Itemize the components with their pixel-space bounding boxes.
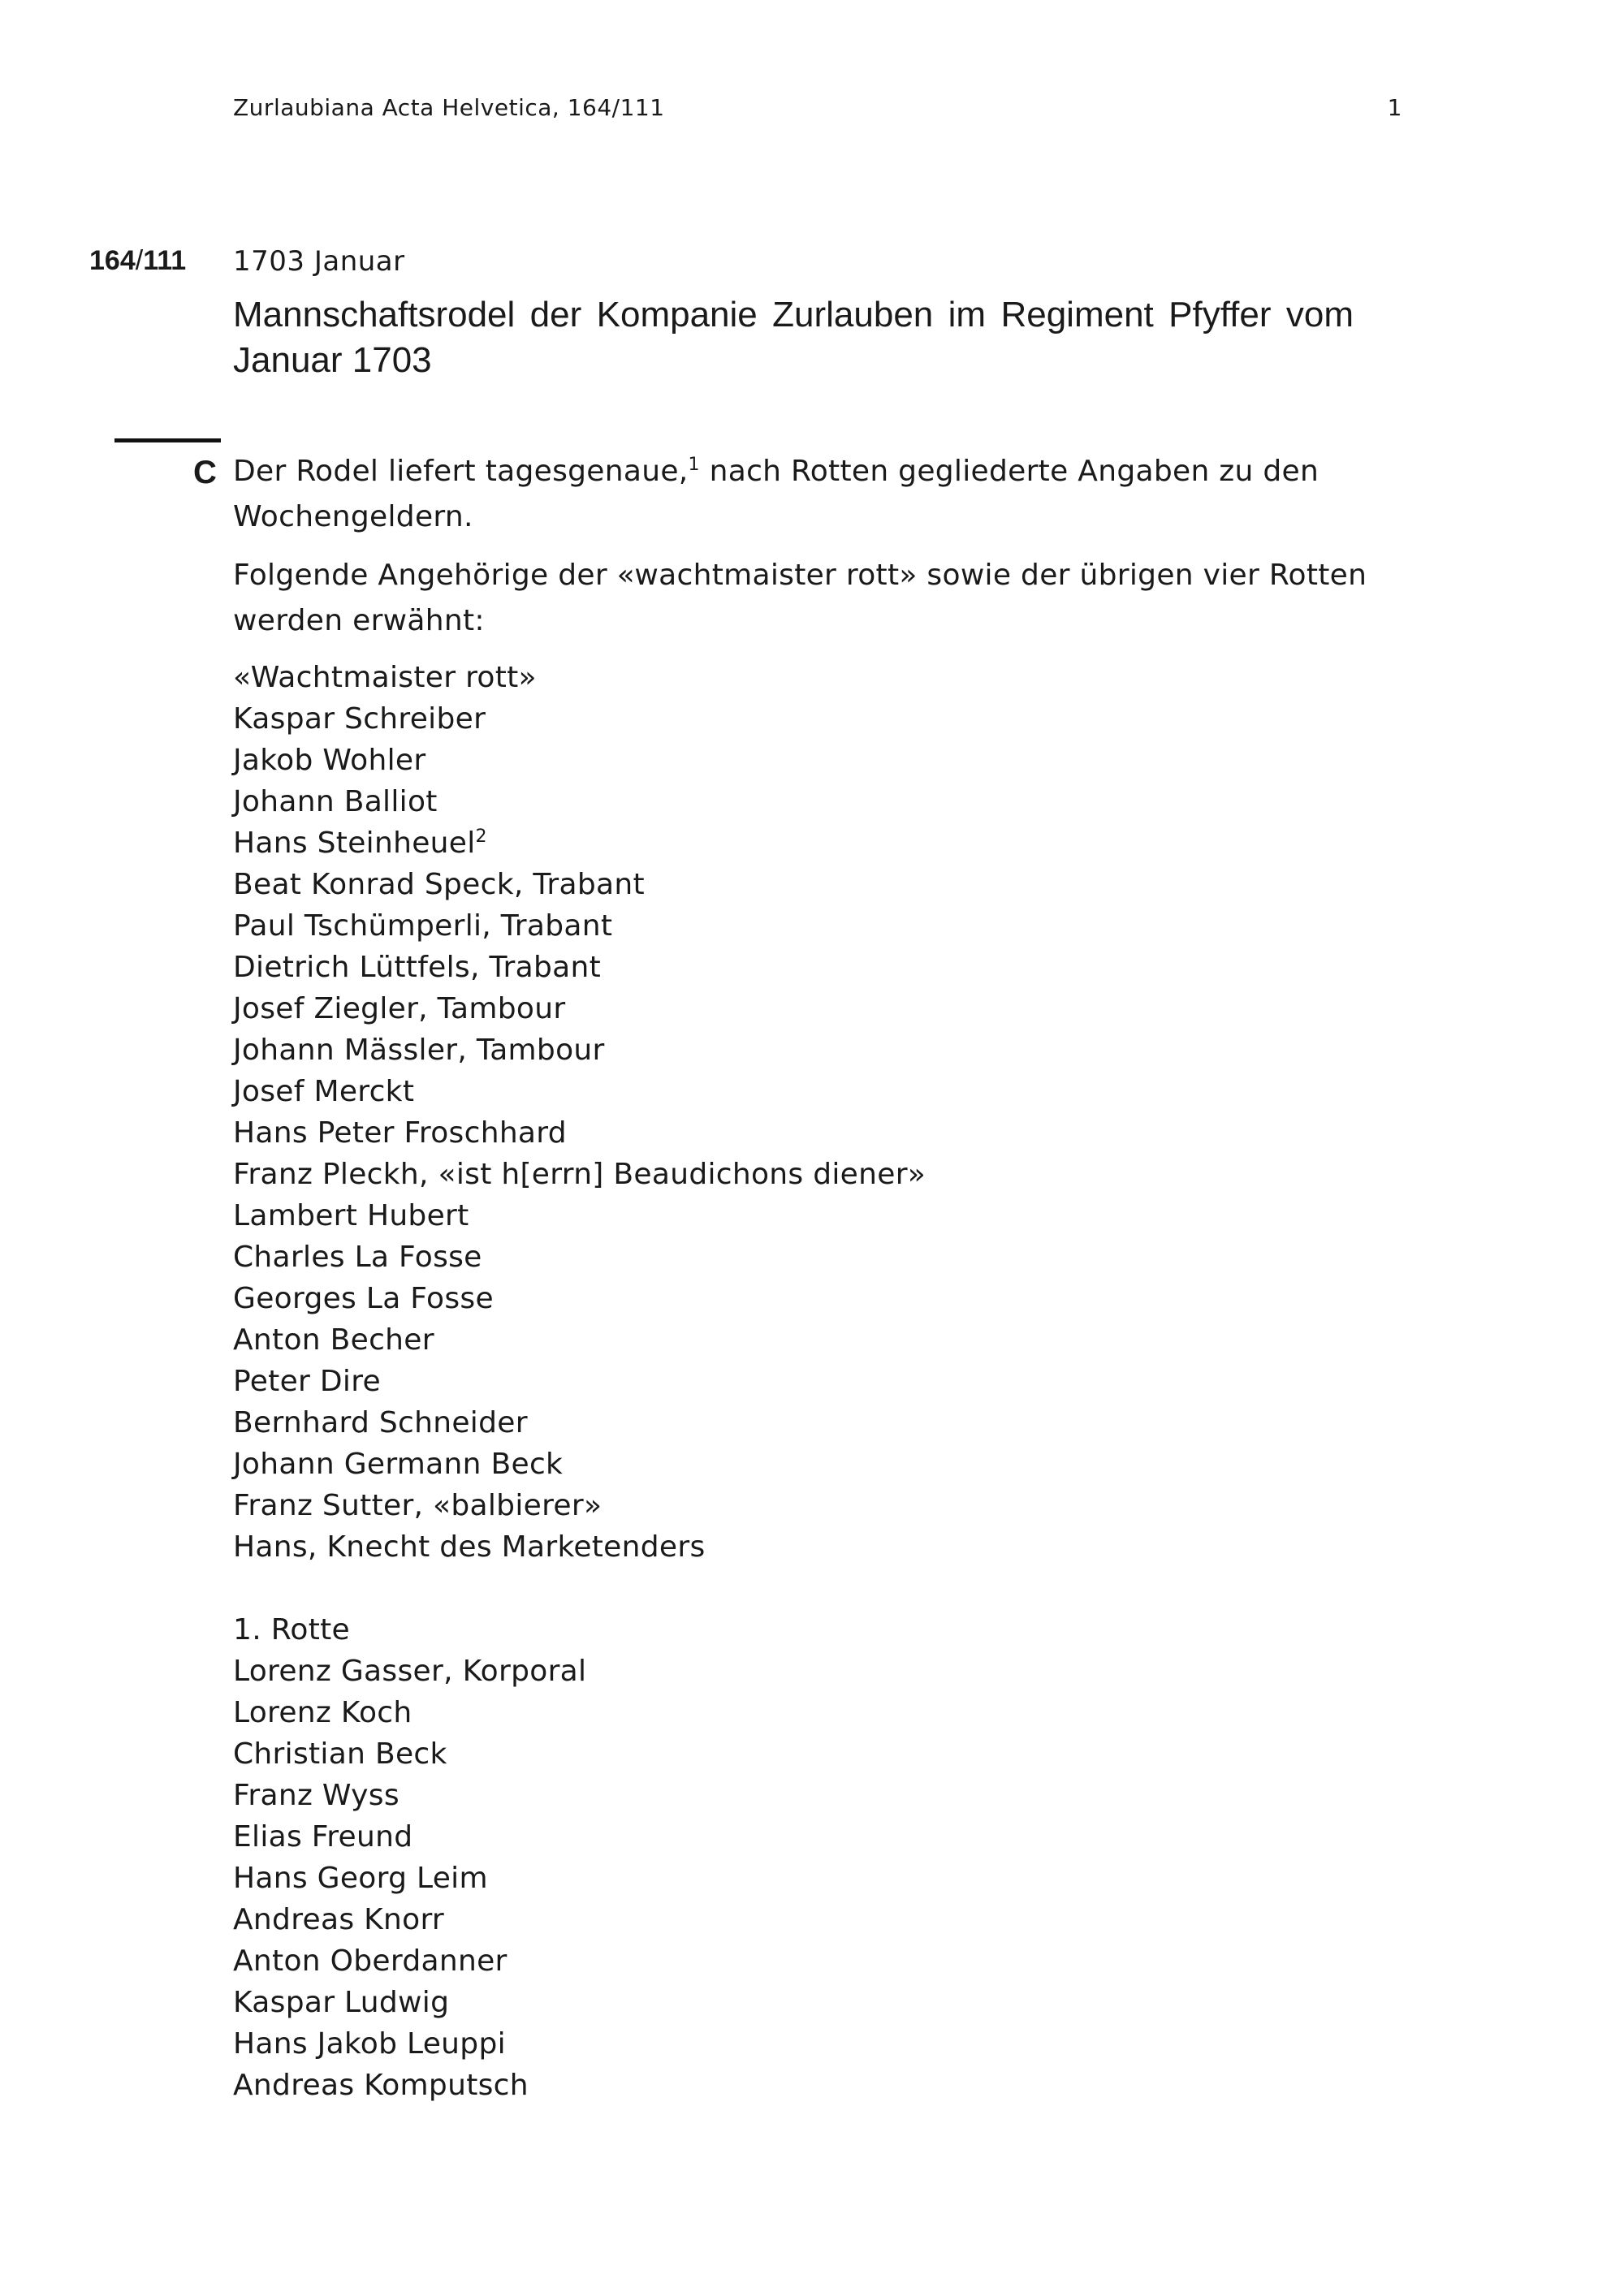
list-item: Hans, Knecht des Marketenders [233, 1530, 706, 1564]
list-item: Josef Merckt [233, 1075, 415, 1108]
collection-title: Zurlaubiana Acta Helvetica, 164/111 [233, 94, 665, 121]
list-item: Lambert Hubert [233, 1199, 469, 1232]
list-item: Elias Freund [233, 1820, 413, 1854]
list-item: Johann Mässler, Tambour [233, 1034, 605, 1067]
list-item: Hans Georg Leim [233, 1862, 488, 1895]
list-item: Andreas Komputsch [233, 2069, 529, 2102]
list-item: Christian Beck [233, 1737, 447, 1771]
list-item: Kaspar Ludwig [233, 1986, 450, 2019]
list-item: Franz Wyss [233, 1779, 400, 1812]
list-item: Franz Sutter, «balbierer» [233, 1489, 603, 1522]
footnoted-name: Hans Steinheuel [233, 826, 476, 860]
summary-paragraph [233, 449, 1386, 540]
source-marker: C [193, 455, 217, 490]
section-heading-rotte-1: 1. Rotte [233, 1613, 350, 1646]
list-item: Charles La Fosse [233, 1241, 482, 1274]
roster-list [233, 657, 1386, 2106]
document-title: Mannschaftsrodel der Kompanie Zurlauben im Regiment Pfyffer vom Januar 1703 [233, 295, 1354, 380]
list-item: Bernhard Schneider [233, 1406, 528, 1439]
list-item: Hans Peter Froschhard [233, 1116, 567, 1150]
list-item: Kaspar Schreiber [233, 702, 486, 736]
summary-text-start: Der Rodel liefert tagesgenaue, [233, 455, 689, 488]
list-item: Anton Oberdanner [233, 1944, 508, 1978]
list-item: Anton Becher [233, 1323, 434, 1357]
list-item: Johann Balliot [233, 785, 438, 818]
document-number-main: 164 [89, 245, 136, 276]
list-item: Georges La Fosse [233, 1282, 494, 1315]
list-item: Dietrich Lüttfels, Trabant [233, 951, 601, 984]
margin-rule [114, 438, 221, 442]
section-heading-wachtmaister: «Wachtmaister rott» [233, 661, 537, 694]
list-item: Beat Konrad Speck, Trabant [233, 868, 645, 901]
document-number-sub: 111 [143, 245, 187, 276]
list-item: Andreas Knorr [233, 1903, 445, 1936]
list-item: Lorenz Koch [233, 1696, 412, 1729]
list-item: Hans Jakob Leuppi [233, 2027, 506, 2061]
page-number: 1 [1387, 94, 1402, 121]
summary-text-end: nach Rotten gegliederte Angaben zu den Wochengeldern. [233, 455, 1320, 533]
list-item [233, 822, 1386, 864]
rotte-1-names [233, 1651, 1386, 2106]
wachtmaister-names-before [233, 698, 1386, 822]
list-item: Jakob Wohler [233, 744, 426, 777]
list-item: Johann Germann Beck [233, 1448, 564, 1481]
running-header [233, 94, 1402, 121]
document-date: 1703 Januar [233, 245, 405, 278]
list-item: Franz Pleckh, «ist h[errn] Beaudichons diener» [233, 1158, 926, 1191]
wachtmaister-names-after [233, 864, 1386, 1568]
list-item: Peter Dire [233, 1365, 381, 1398]
document-body [233, 449, 1386, 2106]
list-item: Lorenz Gasser, Korporal [233, 1655, 587, 1688]
intro-paragraph: Folgende Angehörige der «wachtmaister rott» sowie der übrigen vier Rotten werden erwähnt: [233, 559, 1367, 637]
document-number [89, 245, 186, 277]
document-number-separator: / [135, 245, 144, 276]
list-item: Josef Ziegler, Tambour [233, 992, 566, 1025]
section-spacer [233, 1568, 1386, 1609]
footnote-ref-1: 1 [688, 455, 700, 475]
list-item: Paul Tschümperli, Trabant [233, 909, 613, 943]
footnote-ref-2: 2 [475, 826, 487, 847]
